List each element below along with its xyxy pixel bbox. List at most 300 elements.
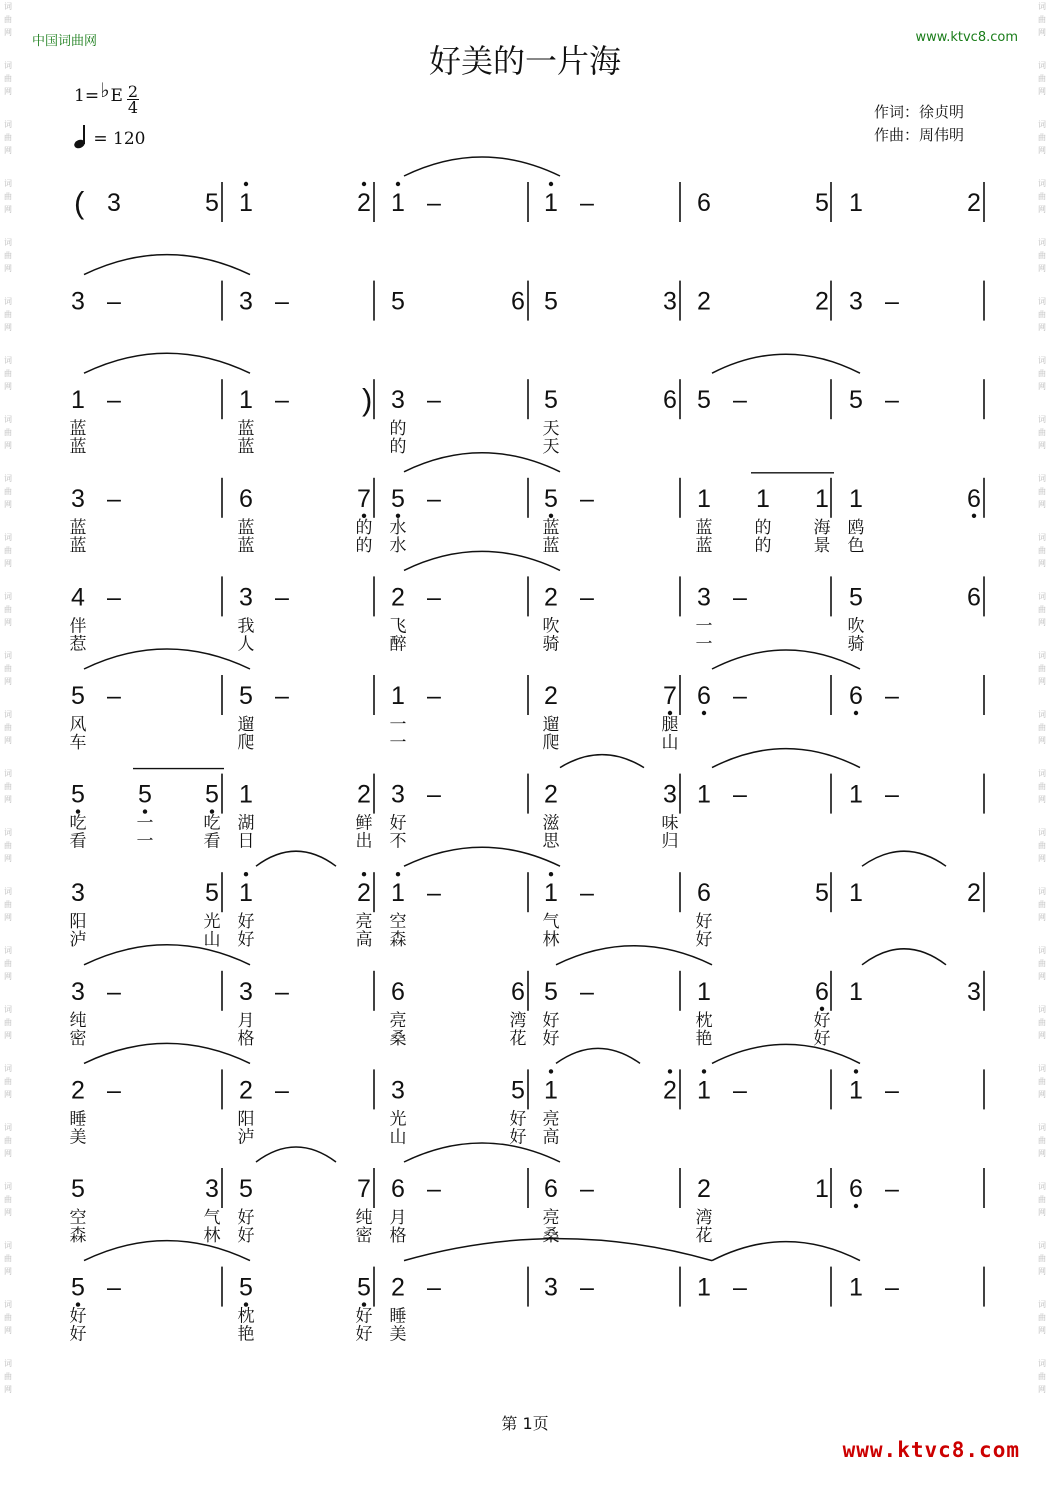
side-watermark-text: 词 曲 网 xyxy=(4,356,12,391)
lyric-char: 好 xyxy=(542,1010,560,1031)
lyric-char: 一 xyxy=(695,616,713,637)
dash-extension: – xyxy=(885,287,899,316)
note-digit: 5 xyxy=(71,682,85,710)
lyric-char: 纯 xyxy=(355,1208,373,1228)
side-watermark-text: 词 曲 网 xyxy=(1038,887,1046,922)
lyric-char: 睡 xyxy=(389,1306,407,1327)
lyric-char: 的 xyxy=(355,535,373,556)
side-watermark-text: 词 曲 网 xyxy=(1038,356,1046,391)
note-digit: 6 xyxy=(849,1175,863,1203)
lyric-char: 出 xyxy=(355,831,373,852)
side-watermark-text: 词 曲 网 xyxy=(4,1064,12,1099)
slur-curve xyxy=(84,1241,250,1261)
dash-extension: – xyxy=(107,1273,121,1302)
lyric-char: 思 xyxy=(542,831,560,852)
note-digit: 3 xyxy=(71,879,85,908)
note-digit: 1 xyxy=(239,386,253,415)
lyric-char: 一 xyxy=(136,813,154,834)
note-digit: 5 xyxy=(849,386,863,415)
dash-extension: – xyxy=(107,287,121,316)
lyric-char: 归 xyxy=(661,831,679,852)
lyric-char: 看 xyxy=(69,831,87,852)
side-watermark-text: 词 曲 网 xyxy=(1038,238,1046,273)
dash-extension: – xyxy=(107,386,121,415)
side-watermark-text: 词 曲 网 xyxy=(1038,946,1046,981)
lyric-char: 遛 xyxy=(237,715,255,735)
note-digit: 3 xyxy=(391,780,405,809)
lyric-char: 湾 xyxy=(509,1010,527,1031)
side-watermark-text: 词 曲 网 xyxy=(4,297,12,332)
note-digit: 5 xyxy=(544,484,558,513)
note-digit: 5 xyxy=(138,780,152,809)
dash-extension: – xyxy=(733,386,747,415)
slur-curve xyxy=(84,1043,250,1063)
lyric-char: 的 xyxy=(754,517,772,538)
note-digit: 3 xyxy=(239,977,253,1006)
note-digit: 1 xyxy=(697,1076,711,1105)
lyric-char: 的 xyxy=(754,535,772,556)
dash-extension: – xyxy=(275,583,289,612)
lyric-char: 林 xyxy=(203,1226,221,1246)
lyric-char: 蓝 xyxy=(69,517,87,538)
note-digit: 5 xyxy=(544,287,558,316)
slur-curve xyxy=(404,847,560,866)
lyric-char: 亮 xyxy=(542,1208,560,1228)
lyric-char: 爬 xyxy=(542,733,560,753)
side-watermark-text: 词 曲 网 xyxy=(4,710,12,745)
dash-extension: – xyxy=(580,1273,594,1302)
lyric-char: 湾 xyxy=(695,1208,713,1228)
lyric-char: 味 xyxy=(661,813,679,834)
note-digit: 2 xyxy=(357,780,371,809)
lyric-char: 高 xyxy=(542,1127,560,1148)
lyric-char: 蓝 xyxy=(69,437,87,458)
side-watermark-text: 词 曲 网 xyxy=(1038,1005,1046,1040)
dash-extension: – xyxy=(107,583,121,612)
lyric-char: 空 xyxy=(389,912,407,933)
dash-extension: – xyxy=(107,1076,121,1105)
note-digit: 1 xyxy=(849,189,863,217)
note-digit: 1 xyxy=(391,879,405,908)
lyric-char: 景 xyxy=(813,535,831,556)
note-digit: 1 xyxy=(756,484,770,513)
lyric-char: 骑 xyxy=(847,634,865,655)
note-digit: 5 xyxy=(511,1076,525,1105)
note-digit: 5 xyxy=(391,484,405,513)
side-watermark-text: 词 曲 网 xyxy=(1038,474,1046,509)
note-digit: 1 xyxy=(391,682,405,710)
note-digit: 3 xyxy=(544,1273,558,1302)
site-name[interactable]: 中国词曲网 xyxy=(32,34,98,49)
note-digit: 3 xyxy=(205,1175,219,1203)
note-digit: 1 xyxy=(697,1273,711,1302)
lyric-char: 美 xyxy=(69,1127,87,1148)
lyric-char: 蓝 xyxy=(237,535,255,556)
lyric-char: 艳 xyxy=(695,1028,713,1049)
note-digit: 1 xyxy=(544,189,558,217)
side-watermark-text: 词 曲 网 xyxy=(1038,415,1046,450)
note-digit: 2 xyxy=(357,189,371,217)
lyric-char: 人 xyxy=(237,634,255,655)
dash-extension: – xyxy=(275,1076,289,1105)
note-digit: 5 xyxy=(357,1273,371,1302)
lower-octave-dot xyxy=(854,1204,858,1208)
note-digit: 5 xyxy=(239,682,253,710)
lyric-char: 森 xyxy=(389,930,407,951)
side-watermark-text: 词 曲 网 xyxy=(1038,120,1046,155)
note-digit: 7 xyxy=(357,1175,371,1203)
note-digit: 6 xyxy=(391,977,405,1006)
note-digit: 1 xyxy=(544,1076,558,1105)
side-watermark-text: 词 曲 网 xyxy=(1038,297,1046,332)
dash-extension: – xyxy=(427,1175,441,1203)
side-watermark-text: 词 曲 网 xyxy=(4,828,12,863)
lyric-char: 海 xyxy=(813,517,831,538)
note-digit: 5 xyxy=(815,189,829,217)
lyric-char: 阳 xyxy=(69,912,87,933)
lyric-char: 骑 xyxy=(542,634,560,655)
key-prefix: 1= xyxy=(74,86,100,106)
note-digit: 5 xyxy=(205,189,219,217)
lyric-char: 水 xyxy=(389,517,407,538)
lyric-char: 月 xyxy=(389,1208,407,1228)
site-logo[interactable]: www.ktvc8.com xyxy=(842,1438,1020,1462)
composer-credit: 作曲：周伟明 xyxy=(874,126,965,144)
lyric-char: 不 xyxy=(389,831,407,852)
lyric-char: 日 xyxy=(237,831,255,852)
dash-extension: – xyxy=(580,189,594,217)
lyric-char: 好 xyxy=(509,1127,527,1148)
note-digit: 6 xyxy=(239,484,253,513)
slur-curve xyxy=(712,354,860,373)
note-digit: 6 xyxy=(391,1175,405,1203)
side-watermark-text: 词 曲 网 xyxy=(1038,769,1046,804)
lyric-char: 好 xyxy=(542,1028,560,1049)
note-digit: 3 xyxy=(967,977,981,1006)
side-watermark-text: 词 曲 网 xyxy=(4,651,12,686)
lyric-char: 蓝 xyxy=(237,437,255,458)
note-digit: 5 xyxy=(205,879,219,908)
lyric-char: 一 xyxy=(389,715,407,735)
dash-extension: – xyxy=(885,386,899,415)
lyric-char: 吹 xyxy=(542,616,560,637)
slur-curve xyxy=(556,1048,640,1063)
note-digit: 2 xyxy=(967,879,981,908)
side-watermark-text: 词 曲 网 xyxy=(4,946,12,981)
dash-extension: – xyxy=(733,1076,747,1105)
upper-octave-dot xyxy=(549,1069,553,1073)
close-parenthesis: ) xyxy=(362,382,373,418)
slur-curve xyxy=(256,851,336,866)
note-digit: 1 xyxy=(815,1175,829,1203)
lyric-char: 艳 xyxy=(237,1324,255,1345)
slur-curve xyxy=(712,650,860,669)
note-digit: 5 xyxy=(239,1273,253,1302)
lower-octave-dot xyxy=(972,514,976,518)
note-digit: 3 xyxy=(71,287,85,316)
upper-octave-dot xyxy=(702,1069,706,1073)
dash-extension: – xyxy=(275,682,289,710)
note-digit: 1 xyxy=(239,780,253,809)
lyric-char: 密 xyxy=(355,1226,373,1246)
side-watermark-text: 词 曲 网 xyxy=(4,1123,12,1158)
open-parenthesis: ( xyxy=(74,185,85,220)
note-digit: 6 xyxy=(967,484,981,513)
dash-extension: – xyxy=(427,1273,441,1302)
lyric-char: 蓝 xyxy=(237,419,255,440)
lyric-char: 好 xyxy=(695,912,713,933)
lyric-char: 泸 xyxy=(237,1127,255,1148)
site-url[interactable]: www.ktvc8.com xyxy=(915,30,1018,45)
lyric-char: 水 xyxy=(389,535,407,556)
note-digit: 7 xyxy=(357,484,371,513)
note-digit: 3 xyxy=(663,780,677,809)
lyric-char: 车 xyxy=(69,733,87,753)
dash-extension: – xyxy=(580,879,594,908)
note-digit: 5 xyxy=(544,386,558,415)
lyric-char: 的 xyxy=(389,437,407,458)
note-digit: 2 xyxy=(663,1076,677,1105)
note-digit: 1 xyxy=(71,386,85,415)
side-watermark-text: 词 曲 网 xyxy=(1038,1359,1046,1394)
lyric-char: 醉 xyxy=(389,634,407,655)
lyric-char: 密 xyxy=(69,1028,87,1049)
lyric-char: 月 xyxy=(237,1010,255,1031)
dash-extension: – xyxy=(580,583,594,612)
lyric-char: 山 xyxy=(203,930,221,951)
side-watermark-text: 词 曲 网 xyxy=(4,238,12,273)
side-watermark-text: 词 曲 网 xyxy=(4,179,12,214)
lyric-char: 林 xyxy=(542,930,560,951)
lyric-char: 花 xyxy=(695,1226,713,1246)
lyric-char: 亮 xyxy=(355,912,373,933)
note-digit: 1 xyxy=(815,484,829,513)
note-digit: 7 xyxy=(663,682,677,710)
note-digit: 1 xyxy=(697,780,711,809)
slur-curve xyxy=(404,551,560,570)
lyric-char: 看 xyxy=(203,831,221,852)
key-tonic: E xyxy=(110,86,123,106)
side-watermark-text: 词 曲 网 xyxy=(1038,61,1046,96)
dash-extension: – xyxy=(275,287,289,316)
lyric-char: 一 xyxy=(695,634,713,655)
slur-curve xyxy=(84,255,250,275)
note-digit: 2 xyxy=(544,682,558,710)
lyric-char: 好 xyxy=(237,912,255,933)
dash-extension: – xyxy=(427,484,441,513)
note-digit: 5 xyxy=(815,879,829,908)
lower-octave-dot xyxy=(854,711,858,715)
side-watermark-text: 词 曲 网 xyxy=(1038,533,1046,568)
slur-curve xyxy=(712,1242,860,1261)
lyric-char: 枕 xyxy=(237,1306,255,1327)
lyric-char: 我 xyxy=(237,616,255,637)
side-watermark-text: 词 曲 网 xyxy=(1038,179,1046,214)
note-digit: 1 xyxy=(849,780,863,809)
lyric-char: 蓝 xyxy=(69,535,87,556)
dash-extension: – xyxy=(107,977,121,1006)
note-digit: 6 xyxy=(663,386,677,415)
lyric-char: 阳 xyxy=(237,1109,255,1130)
side-watermark-text: 词 曲 网 xyxy=(4,1005,12,1040)
lyric-char: 爬 xyxy=(237,733,255,753)
upper-octave-dot xyxy=(362,182,366,186)
lyric-char: 亮 xyxy=(389,1010,407,1031)
lyric-char: 泸 xyxy=(69,930,87,951)
lyric-char: 鲜 xyxy=(355,813,373,834)
dash-extension: – xyxy=(427,879,441,908)
side-watermark-text: 词 曲 网 xyxy=(1038,710,1046,745)
lyric-char: 纯 xyxy=(69,1010,87,1031)
lyric-char: 吃 xyxy=(69,813,87,834)
dash-extension: – xyxy=(427,583,441,612)
slur-curve xyxy=(712,1044,860,1063)
lyric-char: 花 xyxy=(509,1028,527,1049)
dash-extension: – xyxy=(733,682,747,710)
dash-extension: – xyxy=(427,682,441,710)
side-watermark-text: 词 曲 网 xyxy=(1038,828,1046,863)
side-watermark-text: 词 曲 网 xyxy=(4,1300,12,1335)
note-digit: 2 xyxy=(697,1175,711,1203)
upper-octave-dot xyxy=(854,1069,858,1073)
side-watermark-text: 词 曲 网 xyxy=(1038,1300,1046,1335)
note-digit: 4 xyxy=(71,583,85,612)
note-digit: 1 xyxy=(849,977,863,1006)
dash-extension: – xyxy=(580,484,594,513)
note-digit: 2 xyxy=(815,287,829,316)
dash-extension: – xyxy=(885,1076,899,1105)
note-digit: 2 xyxy=(71,1076,85,1105)
dash-extension: – xyxy=(275,977,289,1006)
slur-curve xyxy=(84,649,250,669)
upper-octave-dot xyxy=(549,182,553,186)
lyric-char: 高 xyxy=(355,930,373,951)
lyric-char: 好 xyxy=(509,1109,527,1130)
note-digit: 3 xyxy=(663,287,677,316)
dash-extension: – xyxy=(107,682,121,710)
note-digit: 6 xyxy=(511,287,525,316)
lyric-char: 好 xyxy=(237,930,255,951)
note-digit: 2 xyxy=(239,1076,253,1105)
lyric-char: 吹 xyxy=(847,616,865,637)
note-digit: 6 xyxy=(697,879,711,908)
side-watermark-text: 词 曲 网 xyxy=(1038,651,1046,686)
side-watermark-text: 词 曲 网 xyxy=(4,769,12,804)
note-digit: 3 xyxy=(391,1076,405,1105)
note-digit: 1 xyxy=(849,1273,863,1302)
slur-curve xyxy=(404,157,560,176)
lyric-char: 蓝 xyxy=(237,517,255,538)
lyric-char: 亮 xyxy=(542,1109,560,1130)
lyric-char: 睡 xyxy=(69,1109,87,1130)
note-digit: 6 xyxy=(511,977,525,1006)
lyric-char: 遛 xyxy=(542,715,560,735)
lyric-char: 森 xyxy=(69,1226,87,1246)
note-digit: 1 xyxy=(544,879,558,908)
side-watermark-text: 词 曲 网 xyxy=(1038,1064,1046,1099)
lyric-char: 山 xyxy=(661,733,679,753)
note-digit: 1 xyxy=(697,977,711,1006)
dash-extension: – xyxy=(107,484,121,513)
lyric-char: 桑 xyxy=(542,1226,560,1246)
lyric-char: 一 xyxy=(389,733,407,753)
note-digit: 2 xyxy=(697,287,711,316)
note-digit: 5 xyxy=(544,977,558,1006)
tempo-value: = 120 xyxy=(93,129,146,149)
note-digit: 5 xyxy=(205,780,219,809)
upper-octave-dot xyxy=(396,872,400,876)
note-digit: 1 xyxy=(391,189,405,217)
side-watermark-text: 词 曲 网 xyxy=(4,2,12,37)
dash-extension: – xyxy=(275,386,289,415)
page-number: 第 1页 xyxy=(501,1414,549,1433)
note-digit: 1 xyxy=(849,879,863,908)
lyric-char: 格 xyxy=(237,1028,255,1049)
side-watermark-text: 词 曲 网 xyxy=(4,61,12,96)
slur-curve xyxy=(862,851,946,866)
lyric-char: 湖 xyxy=(237,813,255,834)
upper-octave-dot xyxy=(668,1069,672,1073)
note-digit: 6 xyxy=(544,1175,558,1203)
lyric-char: 蓝 xyxy=(695,517,713,538)
song-title: 好美的一片海 xyxy=(428,42,621,80)
note-digit: 3 xyxy=(849,287,863,316)
lyric-char: 好 xyxy=(695,930,713,951)
lyricist-credit: 作词：徐贞明 xyxy=(874,103,965,121)
side-watermark-text: 词 曲 网 xyxy=(1038,1241,1046,1276)
meter-denominator: 4 xyxy=(127,98,139,117)
lyric-char: 光 xyxy=(389,1109,407,1130)
lyric-char: 光 xyxy=(203,912,221,933)
lyric-char: 吃 xyxy=(203,813,221,834)
note-digit: 5 xyxy=(71,1175,85,1203)
slur-curve xyxy=(862,949,946,965)
dash-extension: – xyxy=(580,977,594,1006)
note-digit: 5 xyxy=(849,583,863,612)
lyric-char: 风 xyxy=(69,715,87,735)
side-watermark-text: 词 曲 网 xyxy=(1038,592,1046,627)
note-digit: 6 xyxy=(815,977,829,1006)
lyric-char: 好 xyxy=(237,1226,255,1246)
note-digit: 1 xyxy=(239,189,253,217)
lyric-char: 滋 xyxy=(542,813,560,834)
dash-extension: – xyxy=(885,1175,899,1203)
note-digit: 3 xyxy=(71,977,85,1006)
note-digit: 1 xyxy=(697,484,711,513)
note-digit: 1 xyxy=(239,879,253,908)
lyric-char: 好 xyxy=(355,1306,373,1327)
meter-numerator: 2 xyxy=(127,82,139,101)
lyric-char: 空 xyxy=(69,1208,87,1228)
side-watermark-text: 词 曲 网 xyxy=(4,120,12,155)
slur-curve xyxy=(560,755,644,768)
lower-octave-dot xyxy=(702,711,706,715)
side-watermark-text: 词 曲 网 xyxy=(4,415,12,450)
dash-extension: – xyxy=(733,1273,747,1302)
lyric-char: 好 xyxy=(813,1028,831,1049)
lyric-char: 气 xyxy=(542,912,560,933)
lyric-char: 腿 xyxy=(661,715,679,735)
lyric-char: 好 xyxy=(69,1306,87,1327)
slur-curve xyxy=(256,1147,336,1162)
flat-sign: ♭ xyxy=(100,78,110,102)
lyric-char: 好 xyxy=(813,1010,831,1031)
slur-curve xyxy=(404,453,560,472)
side-watermark-text: 词 曲 网 xyxy=(4,1359,12,1394)
dash-extension: – xyxy=(885,780,899,809)
dash-extension: – xyxy=(733,780,747,809)
lyric-char: 蓝 xyxy=(542,517,560,538)
